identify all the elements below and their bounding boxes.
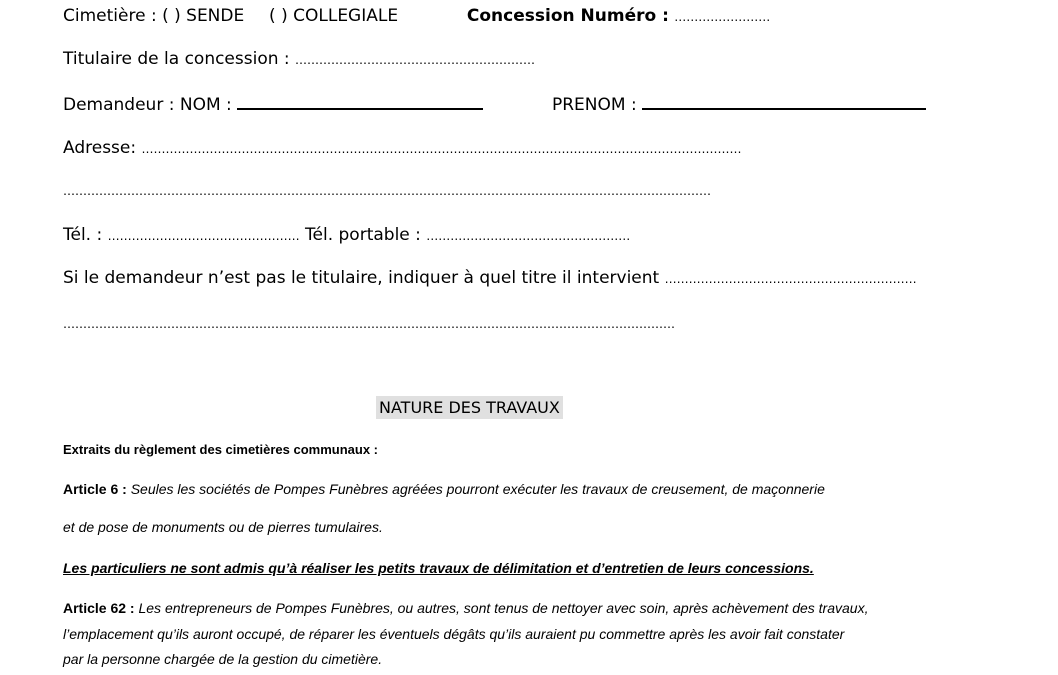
title-field-2[interactable]: ……………………………………………………………………………………………………………………………………… (63, 317, 675, 331)
cemetery-row (63, 6, 770, 26)
section-heading: NATURE DES TRAVAUX (376, 396, 563, 419)
address-field-2[interactable]: ……………………………………………………………………………………………………………………………………………… (63, 184, 711, 198)
address-row (63, 138, 742, 158)
extract-title: Extraits du règlement des cimetières communaux : (63, 442, 378, 457)
concession-number-field[interactable]: …………………… (674, 10, 771, 24)
article-62-text-1: Les entrepreneurs de Pompes Funèbres, ou autres, sont tenus de nettoyer avec soin, après achèvement des travaux, (138, 600, 869, 616)
article-62-line-2: l’emplacement qu’ils auront occupé, de réparer les éventuels dégâts qu’ils auraient pu commettre après les avoir fait constater (63, 626, 845, 642)
article-6-line-1 (63, 481, 825, 497)
applicant-label: Demandeur : (63, 95, 175, 115)
tel-row (63, 225, 630, 245)
prenom-label: PRENOM : (551, 95, 637, 115)
title-field-1[interactable]: ……………………………………………………… (664, 272, 917, 286)
article-62-line-1 (63, 600, 868, 616)
holder-field[interactable]: …………………………………………………… (295, 53, 536, 67)
tel-label: Tél. : (63, 225, 103, 245)
mobile-field[interactable]: …………………………………………… (426, 229, 631, 243)
holder-row (63, 49, 535, 69)
option-collegiale[interactable]: ( ) COLLEGIALE (269, 6, 399, 26)
mobile-label: Tél. portable : (305, 225, 421, 245)
article-6-line-2: et de pose de monuments ou de pierres tumulaires. (63, 519, 383, 535)
title-question-row (63, 268, 917, 288)
nom-field[interactable] (237, 94, 483, 110)
option-sende[interactable]: ( ) SENDE (162, 6, 245, 26)
article-62-line-3: par la personne chargée de la gestion du cimetière. (63, 651, 383, 667)
address-label: Adresse: (63, 138, 137, 158)
article-6-text-1: Seules les sociétés de Pompes Funèbres agréées pourront exécuter les travaux de creusement, de maçonnerie (130, 481, 825, 497)
holder-label: Titulaire de la concession : (63, 49, 290, 69)
address-field-1[interactable]: …………………………………………………………………………………………………………………………………… (141, 142, 742, 156)
title-question-label: Si le demandeur n’est pas le titulaire, indiquer à quel titre il intervient (63, 268, 660, 288)
nom-label: NOM : (179, 95, 232, 115)
title-question-row-2 (63, 313, 675, 333)
tel-field[interactable]: ………………………………………… (107, 229, 300, 243)
cemetery-label: Cimetière : (63, 6, 157, 26)
concession-number-label: Concession Numéro : (466, 6, 669, 26)
article-6-label: Article 6 : (63, 481, 127, 497)
article-62-label: Article 62 : (63, 600, 135, 616)
address-row-2 (63, 180, 711, 200)
applicant-row (63, 94, 926, 115)
prenom-field[interactable] (642, 94, 926, 110)
notice-text: Les particuliers ne sont admis qu’à réaliser les petits travaux de délimitation et d’entretien de leurs concessions. (63, 560, 814, 576)
